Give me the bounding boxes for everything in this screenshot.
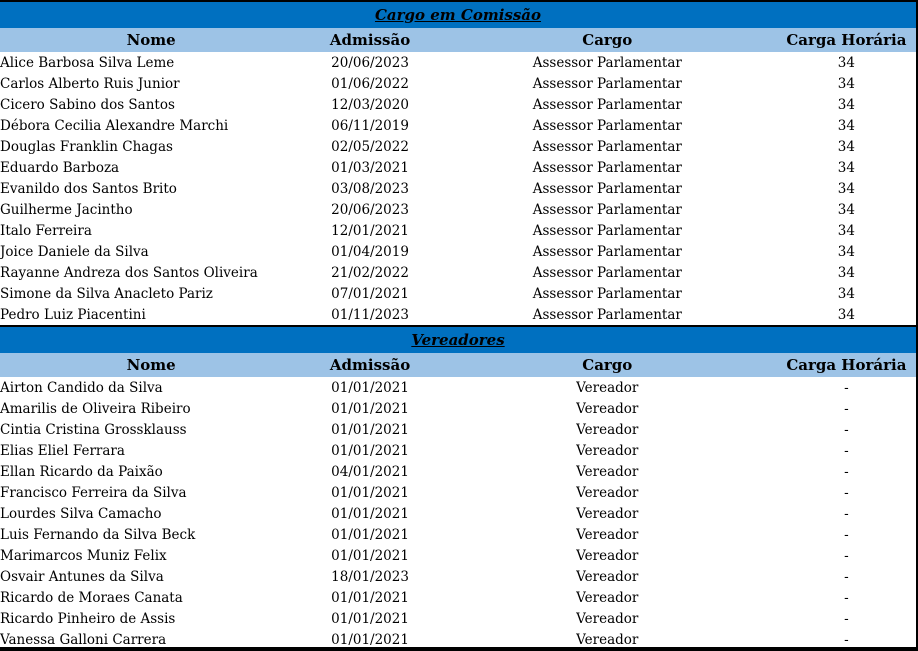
cell-admissao: 02/05/2022 xyxy=(331,138,409,155)
cell-nome: Vanessa Galloni Carrera xyxy=(0,631,167,648)
cell-nome: Evanildo dos Santos Brito xyxy=(0,180,177,197)
cell-carga-horaria: - xyxy=(844,484,849,501)
cell-carga-horaria: - xyxy=(844,379,849,396)
table-row xyxy=(0,461,916,482)
cell-nome: Joice Daniele da Silva xyxy=(0,243,149,260)
cell-admissao: 01/04/2019 xyxy=(331,243,409,260)
cell-nome: Ricardo Pinheiro de Assis xyxy=(0,610,176,627)
table-row xyxy=(0,115,916,136)
table-row xyxy=(0,587,916,608)
cell-carga-horaria: - xyxy=(844,610,849,627)
cell-admissao: 18/01/2023 xyxy=(331,568,409,585)
cell-carga-horaria: - xyxy=(844,463,849,480)
section-title-band xyxy=(0,2,916,28)
section-title-row xyxy=(0,2,916,28)
cell-admissao: 12/01/2021 xyxy=(331,222,409,239)
table-row xyxy=(0,73,916,94)
cell-carga-horaria: - xyxy=(844,547,849,564)
cell-carga-horaria: 34 xyxy=(837,306,855,323)
column-header-nome: Nome xyxy=(0,353,302,377)
cell-admissao: 01/01/2021 xyxy=(331,589,409,606)
cell-cargo: Vereador xyxy=(576,526,639,543)
cell-carga-horaria: - xyxy=(844,421,849,438)
table-row xyxy=(0,220,916,241)
cell-admissao: 01/03/2021 xyxy=(331,159,409,176)
cell-carga-horaria: - xyxy=(844,526,849,543)
table-row xyxy=(0,503,916,524)
cell-admissao: 21/02/2022 xyxy=(331,264,409,281)
cell-carga-horaria: 34 xyxy=(837,243,855,260)
cell-nome: Alice Barbosa Silva Leme xyxy=(0,54,175,71)
table-row xyxy=(0,262,916,283)
cell-cargo: Assessor Parlamentar xyxy=(532,54,682,71)
table-row xyxy=(0,94,916,115)
cell-nome: Lourdes Silva Camacho xyxy=(0,505,162,522)
cell-admissao: 01/01/2021 xyxy=(331,547,409,564)
cell-admissao: 06/11/2019 xyxy=(331,117,409,134)
cell-nome: Elias Eliel Ferrara xyxy=(0,442,125,459)
cell-carga-horaria: - xyxy=(844,631,849,648)
cell-cargo: Vereador xyxy=(576,400,639,417)
cell-cargo: Vereador xyxy=(576,589,639,606)
cell-cargo: Vereador xyxy=(576,505,639,522)
cell-nome: Pedro Luiz Piacentini xyxy=(0,306,146,323)
column-header-admissao: Admissão xyxy=(302,28,438,52)
cell-carga-horaria: 34 xyxy=(837,180,855,197)
table-row xyxy=(0,157,916,178)
cell-nome: Marimarcos Muniz Felix xyxy=(0,547,167,564)
cell-carga-horaria: 34 xyxy=(837,54,855,71)
cell-cargo: Assessor Parlamentar xyxy=(532,117,682,134)
cell-cargo: Vereador xyxy=(576,568,639,585)
cell-nome: Airton Candido da Silva xyxy=(0,379,163,396)
cell-admissao: 03/08/2023 xyxy=(331,180,409,197)
cell-nome: Douglas Franklin Chagas xyxy=(0,138,173,155)
cell-nome: Cicero Sabino dos Santos xyxy=(0,96,175,113)
cell-nome: Osvair Antunes da Silva xyxy=(0,568,164,585)
table-row xyxy=(0,136,916,157)
cell-nome: Amarilis de Oliveira Ribeiro xyxy=(0,400,191,417)
cell-carga-horaria: 34 xyxy=(837,285,855,302)
section-title-row xyxy=(0,326,916,353)
cell-admissao: 01/01/2021 xyxy=(331,421,409,438)
cell-admissao: 01/01/2021 xyxy=(331,442,409,459)
cell-cargo: Assessor Parlamentar xyxy=(532,222,682,239)
cell-admissao: 01/06/2022 xyxy=(331,75,409,92)
cell-cargo: Vereador xyxy=(576,463,639,480)
table-row xyxy=(0,283,916,304)
column-header-cargo: Cargo xyxy=(438,353,777,377)
cell-nome: Francisco Ferreira da Silva xyxy=(0,484,187,501)
cell-nome: Débora Cecilia Alexandre Marchi xyxy=(0,117,229,134)
cell-carga-horaria: 34 xyxy=(837,96,855,113)
cell-cargo: Assessor Parlamentar xyxy=(532,264,682,281)
cell-carga-horaria: - xyxy=(844,505,849,522)
cell-cargo: Assessor Parlamentar xyxy=(532,180,682,197)
cell-admissao: 07/01/2021 xyxy=(331,285,409,302)
cell-admissao: 01/11/2023 xyxy=(331,306,409,323)
cell-nome: Guilherme Jacintho xyxy=(0,201,133,218)
cell-cargo: Vereador xyxy=(576,631,639,648)
cell-admissao: 20/06/2023 xyxy=(331,54,409,71)
cell-cargo: Assessor Parlamentar xyxy=(532,96,682,113)
table-row xyxy=(0,608,916,629)
cell-cargo: Assessor Parlamentar xyxy=(532,75,682,92)
section-title-text: Vereadores xyxy=(411,331,505,349)
cell-admissao: 04/01/2021 xyxy=(331,463,409,480)
cell-admissao: 01/01/2021 xyxy=(331,484,409,501)
cell-nome: Cintia Cristina Grossklauss xyxy=(0,421,187,438)
table-row xyxy=(0,304,916,326)
cell-carga-horaria: 34 xyxy=(837,138,855,155)
cell-admissao: 12/03/2020 xyxy=(331,96,409,113)
cell-cargo: Assessor Parlamentar xyxy=(532,138,682,155)
column-header-row xyxy=(0,28,916,52)
cell-admissao: 20/06/2023 xyxy=(331,201,409,218)
table-row xyxy=(0,241,916,262)
table-row xyxy=(0,52,916,73)
cell-admissao: 01/01/2021 xyxy=(331,631,409,648)
table-row xyxy=(0,377,916,398)
cell-carga-horaria: 34 xyxy=(837,117,855,134)
cell-nome: Rayanne Andreza dos Santos Oliveira xyxy=(0,264,258,281)
cell-carga-horaria: 34 xyxy=(837,159,855,176)
table-row xyxy=(0,419,916,440)
table-row xyxy=(0,629,916,650)
cell-admissao: 01/01/2021 xyxy=(331,526,409,543)
column-header-nome: Nome xyxy=(0,28,302,52)
cell-cargo: Vereador xyxy=(576,379,639,396)
table xyxy=(0,2,916,650)
table-row xyxy=(0,482,916,503)
cell-nome: Italo Ferreira xyxy=(0,222,92,239)
cell-carga-horaria: - xyxy=(844,442,849,459)
cell-nome: Eduardo Barboza xyxy=(0,159,120,176)
column-header-row xyxy=(0,353,916,377)
cell-nome: Ellan Ricardo da Paixão xyxy=(0,463,163,480)
cell-carga-horaria: 34 xyxy=(837,201,855,218)
cell-nome: Simone da Silva Anacleto Pariz xyxy=(0,285,213,302)
cell-cargo: Assessor Parlamentar xyxy=(532,285,682,302)
section-title-band xyxy=(0,326,916,353)
cell-carga-horaria: 34 xyxy=(837,264,855,281)
column-header-carga-horaria: Carga Horária xyxy=(777,28,916,52)
cell-admissao: 01/01/2021 xyxy=(331,610,409,627)
cell-nome: Ricardo de Moraes Canata xyxy=(0,589,183,606)
cell-carga-horaria: 34 xyxy=(837,222,855,239)
cell-admissao: 01/01/2021 xyxy=(331,505,409,522)
cell-admissao: 01/01/2021 xyxy=(331,379,409,396)
table-row xyxy=(0,178,916,199)
column-header-admissao: Admissão xyxy=(302,353,438,377)
table-body xyxy=(0,2,916,650)
table-row xyxy=(0,199,916,220)
table-row xyxy=(0,545,916,566)
cell-cargo: Assessor Parlamentar xyxy=(532,243,682,260)
cell-cargo: Vereador xyxy=(576,547,639,564)
cell-cargo: Assessor Parlamentar xyxy=(532,201,682,218)
cell-carga-horaria: 34 xyxy=(837,75,855,92)
column-header-carga-horaria: Carga Horária xyxy=(777,353,916,377)
cell-cargo: Vereador xyxy=(576,421,639,438)
cell-carga-horaria: - xyxy=(844,568,849,585)
cell-cargo: Vereador xyxy=(576,442,639,459)
cell-cargo: Assessor Parlamentar xyxy=(532,306,682,323)
table-row xyxy=(0,398,916,419)
cell-cargo: Assessor Parlamentar xyxy=(532,159,682,176)
cell-cargo: Vereador xyxy=(576,484,639,501)
cell-nome: Luis Fernando da Silva Beck xyxy=(0,526,196,543)
cell-nome: Carlos Alberto Ruis Junior xyxy=(0,75,180,92)
section-title-text: Cargo em Comissão xyxy=(374,6,542,24)
table-row xyxy=(0,440,916,461)
cell-cargo: Vereador xyxy=(576,610,639,627)
cell-admissao: 01/01/2021 xyxy=(331,400,409,417)
cell-carga-horaria: - xyxy=(844,589,849,606)
table-row xyxy=(0,566,916,587)
cell-carga-horaria: - xyxy=(844,400,849,417)
column-header-cargo: Cargo xyxy=(438,28,777,52)
table-row xyxy=(0,524,916,545)
